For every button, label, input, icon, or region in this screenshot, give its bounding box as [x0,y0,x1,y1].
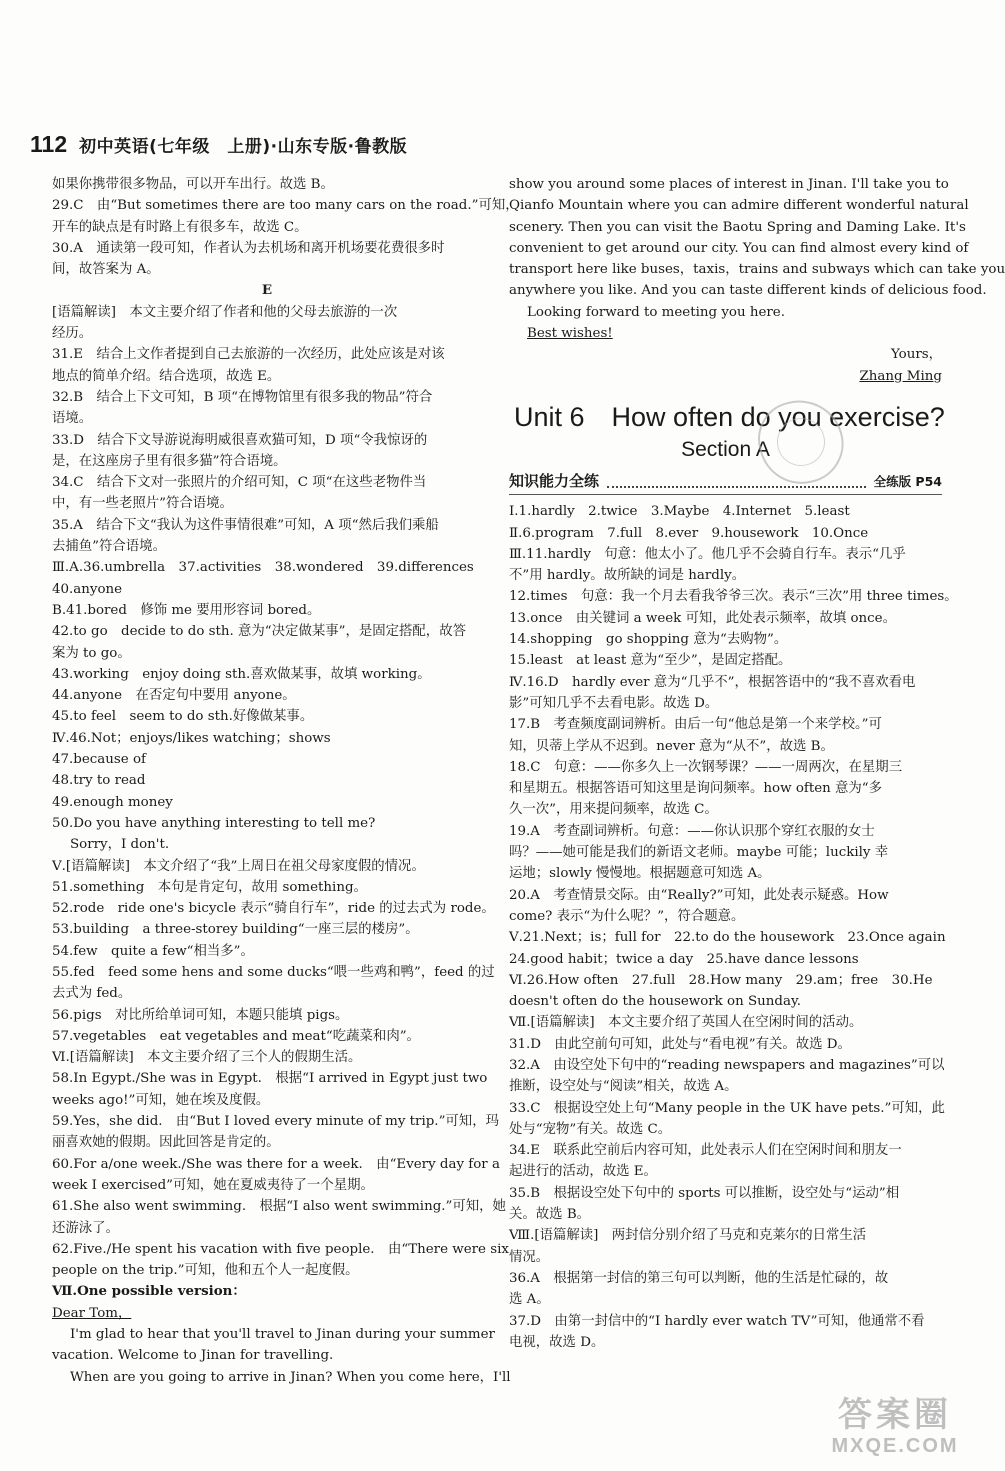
answer-49: 49.enough money [52,794,173,810]
text-line: 情况。 [509,1249,550,1265]
text-line: 处与“宠物”有关。故选 C。 [509,1121,672,1137]
answer-17: 17.B 考查频度副词辨析。由后一句“他总是第一个来学校。”可 [509,717,882,733]
text-line: come? 表示“为什么呢？”，符合题意。 [509,908,745,924]
letter-line: vacation. Welcome to Jinan for travelling. [52,1348,334,1364]
answer-52: 52.rode ride one's bicycle 表示“骑自行车”，ride 的过去式为 rode。 [52,901,495,917]
letter-line: anywhere you like. And you can taste different kinds of delicious food. [509,283,987,299]
text-line: 运地；slowly 慢慢地。根据题意可知选 A。 [509,866,771,882]
answer-6-10: Ⅱ.6.program 7.full 8.ever 9.housework 10.Once [509,525,869,541]
answer-48: 48.try to read [52,773,146,789]
site-watermark [800,1391,990,1461]
answer-47: 47.because of [52,752,146,768]
stamp-inner-ring [772,413,831,472]
letter-signoff: Yours， [890,347,942,363]
letter-greeting: Dear Tom， [52,1305,132,1321]
answer-32: 32.B 结合上下文可知，B 项“在博物馆里有很多我的物品”符合 [52,389,433,405]
text-line: 推断，设空处与“阅读”相关，故选 A。 [509,1079,738,1095]
answer-42: 42.to go decide to do sth. 意为“决定做某事”，是固定搭配，故答 [52,624,466,640]
text-line: week I exercised”可知，她在夏威夷待了一个星期。 [52,1177,374,1193]
text-line: 是，在这座房子里有很多猫”符合语境。 [52,453,287,469]
answer-62: 62.Five./He spent his vacation with five people. 由“There were six [52,1241,509,1257]
answer-43: 43.working enjoy doing sth.喜欢做某事，故填 working。 [52,666,431,682]
text-line: 经历。 [52,326,93,342]
text-line: 间，故答案为 A。 [52,262,160,278]
answer-51: 51.something 本句是肯定句，故用 something。 [52,879,367,895]
right-column [509,174,1005,1353]
answer-53: 53.building a three-storey building“一座三层的楼房”。 [52,922,419,938]
answer-45: 45.to feel seem to do sth.好像做某事。 [52,709,314,725]
text-line: people on the trip.”可知，他和五个人一起度假。 [52,1263,359,1279]
section-title: Section A [681,437,770,461]
text-line: 起进行的活动，故选 E。 [509,1164,657,1180]
text-line: 不”用 hardly。故所缺的词是 hardly。 [509,568,746,584]
answer-56: 56.pigs 对比所给单词可知，本题只能填 pigs。 [52,1007,349,1023]
answer-33: 33.D 结合下文导游说海明威很喜欢猫可知，D 项“令我惊讶的 [52,432,428,448]
answer-24-25: 24.good habit；twice a day 25.have dance lessons [509,951,859,967]
text-line: 丽喜欢她的假期。因此回答是肯定的。 [52,1135,280,1151]
page-header [30,131,630,165]
answer-13: 13.once 由关键词 a week 可知，此处表示频率，故填 once。 [509,610,896,626]
answer-15: 15.least at least 意为“至少”，是固定搭配。 [509,653,792,669]
text-line: 选 A。 [509,1292,550,1308]
passage-summary: Ⅶ.[语篇解读] 本文主要介绍了英国人在空闲时间的活动。 [509,1015,863,1031]
answer-46: Ⅳ.46.Not；enjoys/likes watching；shows [52,730,331,746]
answer-36: 36.A 根据第一封信的第三句可以判断，他的生活是忙碌的，故 [509,1270,889,1286]
letter-line: Qianfo Mountain where you can admire different wonderful natural [509,198,969,214]
text-line: 语境。 [52,411,93,427]
text-line: 久一次”，用来提问频率，故选 C。 [509,802,718,818]
part-heading-e: E [261,282,273,299]
answer-29: 29.C 由“But sometimes there are too many cars on the road.”可知， [52,198,519,214]
answer-26-30: Ⅵ.26.How often 27.full 28.How many 29.am；free 30.He [509,972,933,988]
page-number: 112 [30,131,68,157]
answer-54: 54.few quite a few“相当多”。 [52,943,254,959]
letter-line: show you around some places of interest in Jinan. I'll take you to [509,177,949,192]
answer-61: 61.She also went swimming. 根据“I also went swimming.”可知，她 [52,1199,506,1215]
answer-20: 20.A 考查情景交际。由“Really?”可知，此处表示疑惑。How [509,887,889,903]
answer-36-39: Ⅲ.A.36.umbrella 37.activities 38.wondered 39.differences [52,560,474,576]
writing-heading: Ⅶ.One possible version： [52,1283,246,1300]
practice-label: 知识能力全练 [509,471,600,490]
answer-1-5: Ⅰ.1.hardly 2.twice 3.Maybe 4.Internet 5.least [509,504,850,520]
unit-title: Unit 6 How often do you exercise? [514,401,945,432]
passage-summary: [语篇解读] 本文主要介绍了作者和他的父母去旅游的一次 [52,304,398,320]
text-line: weeks ago!”可知，她在埃及度假。 [52,1092,270,1108]
text-line: 还游泳了。 [52,1220,119,1236]
dotted-leader [607,476,866,488]
answer-57: 57.vegetables eat vegetables and meat“吃蔬菜和肉”。 [52,1028,420,1044]
answer-32: 32.A 由设空处下句中的“reading newspapers and magazines”可以 [509,1057,945,1073]
text-line: 开车的缺点是有时路上有很多车，故选 C。 [52,219,308,235]
text-line: 去捕鱼”符合语境。 [52,539,166,555]
letter-line: convenient to get around our city. You can find almost every kind of [509,240,969,256]
passage-summary: Ⅵ.[语篇解读] 本文主要介绍了三个人的假期生活。 [52,1050,362,1066]
practice-page-ref: 全练版 P54 [873,473,942,489]
text-line: 地点的简单介绍。结合选项，故选 E。 [52,368,281,384]
answer-60: 60.For a/one week./She was there for a week. 由“Every day for a [52,1156,500,1172]
watermark-logo-text: 答案圈 [838,1396,952,1434]
answer-35: 35.A 结合下文“我认为这件事情很难”可知，A 项“然后我们乘船 [52,517,439,533]
text-line: 和星期五。根据答语可知这里是询问频率。how often 意为“多 [509,781,883,797]
practice-header [509,471,942,495]
answer-41: B.41.bored 修饰 me 要用形容词 bored。 [52,602,321,618]
answer-58: 58.In Egypt./She was in Egypt. 根据“I arrived in Egypt just two [52,1071,488,1087]
answer-44: 44.anyone 在否定句中要用 anyone。 [52,688,296,704]
text-line: 电视，故选 D。 [509,1334,605,1350]
text-line: Sorry，I don't. [70,837,170,853]
answer-30: 30.A 通读第一段可知，作者认为去机场和离开机场要花费很多时 [52,240,445,256]
letter-line: Looking forward to meeting you here. [527,304,785,320]
letter-line: When are you going to arrive in Jinan? When you come here，I'll [70,1369,511,1385]
passage-summary: Ⅴ.[语篇解读] 本文介绍了“我”上周日在祖父母家度假的情况。 [52,858,425,874]
answer-55: 55.fed feed some hens and some ducks“喂一些鸡和鸭”，feed 的过 [52,964,495,980]
text-line: doesn't often do the housework on Sunday. [509,994,802,1010]
answer-50: 50.Do you have anything interesting to tell me? [52,815,376,831]
answer-31: 31.E 结合上文作者提到自己去旅游的一次经历，此处应该是对该 [52,347,445,363]
passage-summary: Ⅷ.[语篇解读] 两封信分别介绍了马克和克莱尔的日常生活 [509,1228,867,1244]
answer-19: 19.A 考查副词辨析。句意：——你认识那个穿红衣服的女士 [509,823,875,839]
text-line: 关。故选 B。 [509,1207,591,1223]
book-title: 初中英语(七年级 上册)·山东专版·鲁教版 [79,137,408,157]
answer-18: 18.C 句意：——你多久上一次钢琴课？——一周两次，在星期三 [509,759,903,775]
answer-11: Ⅲ.11.hardly 句意：他太小了。他几乎不会骑自行车。表示“几乎 [509,546,906,562]
answer-31: 31.D 由此空前句可知，此处与“看电视”有关。故选 D。 [509,1036,851,1052]
answer-33: 33.C 根据设空处上句“Many people in the UK have pets.”可知，此 [509,1100,945,1116]
text-line: 去式为 fed。 [52,986,132,1002]
letter-line: scenery. Then you can visit the Baotu Spring and Daming Lake. It's [509,219,966,235]
answer-21-23: Ⅴ.21.Next；is；full for 22.to do the housework 23.Once again [509,930,946,946]
text-line: 如果你携带很多物品，可以开车出行。故选 B。 [52,177,334,192]
answer-40: 40.anyone [52,581,123,597]
text-line: 影”可知几乎不去看电影。故选 D。 [509,695,719,711]
left-column [52,174,519,1388]
text-line: 案为 to go。 [52,645,131,661]
answer-14: 14.shopping go shopping 意为“去购物”。 [509,632,788,648]
text-line: 知，贝蒂上学从不迟到。never 意为“从不”，故选 B。 [509,738,834,754]
letter-line: transport here like buses，taxis，trains and subways which can take you [509,262,1005,278]
answer-35: 35.B 根据设空处下句中的 sports 可以推断，设空处与“运动”相 [509,1185,900,1201]
text-line: 中，有一些老照片”符合语境。 [52,496,233,512]
text-line: 吗？——她可能是我们的新语文老师。maybe 可能；luckily 幸 [509,845,889,861]
answer-37: 37.D 由第一封信中的“I hardly ever watch TV”可知，他通常不看 [509,1313,925,1329]
answer-12: 12.times 句意：我一个月去看我爷爷三次。表示“三次”用 three times。 [509,589,958,605]
answer-59: 59.Yes，she did. 由“But I loved every minute of my trip.”可知，玛 [52,1114,499,1130]
letter-line: I'm glad to hear that you'll travel to Jinan during your summer [70,1327,495,1343]
watermark-domain: MXQE.COM [831,1435,959,1457]
letter-signature: Zhang Ming [859,368,942,384]
answer-34: 34.C 结合下文对一张照片的介绍可知，C 项“在这些老物件当 [52,475,427,491]
answer-34: 34.E 联系此空前后内容可知，此处表示人们在空闲时间和朋友一 [509,1143,902,1159]
answer-16: Ⅳ.16.D hardly ever 意为“几乎不”，根据答语中的“我不喜欢看电 [509,674,916,690]
letter-closing: Best wishes! [527,326,613,342]
